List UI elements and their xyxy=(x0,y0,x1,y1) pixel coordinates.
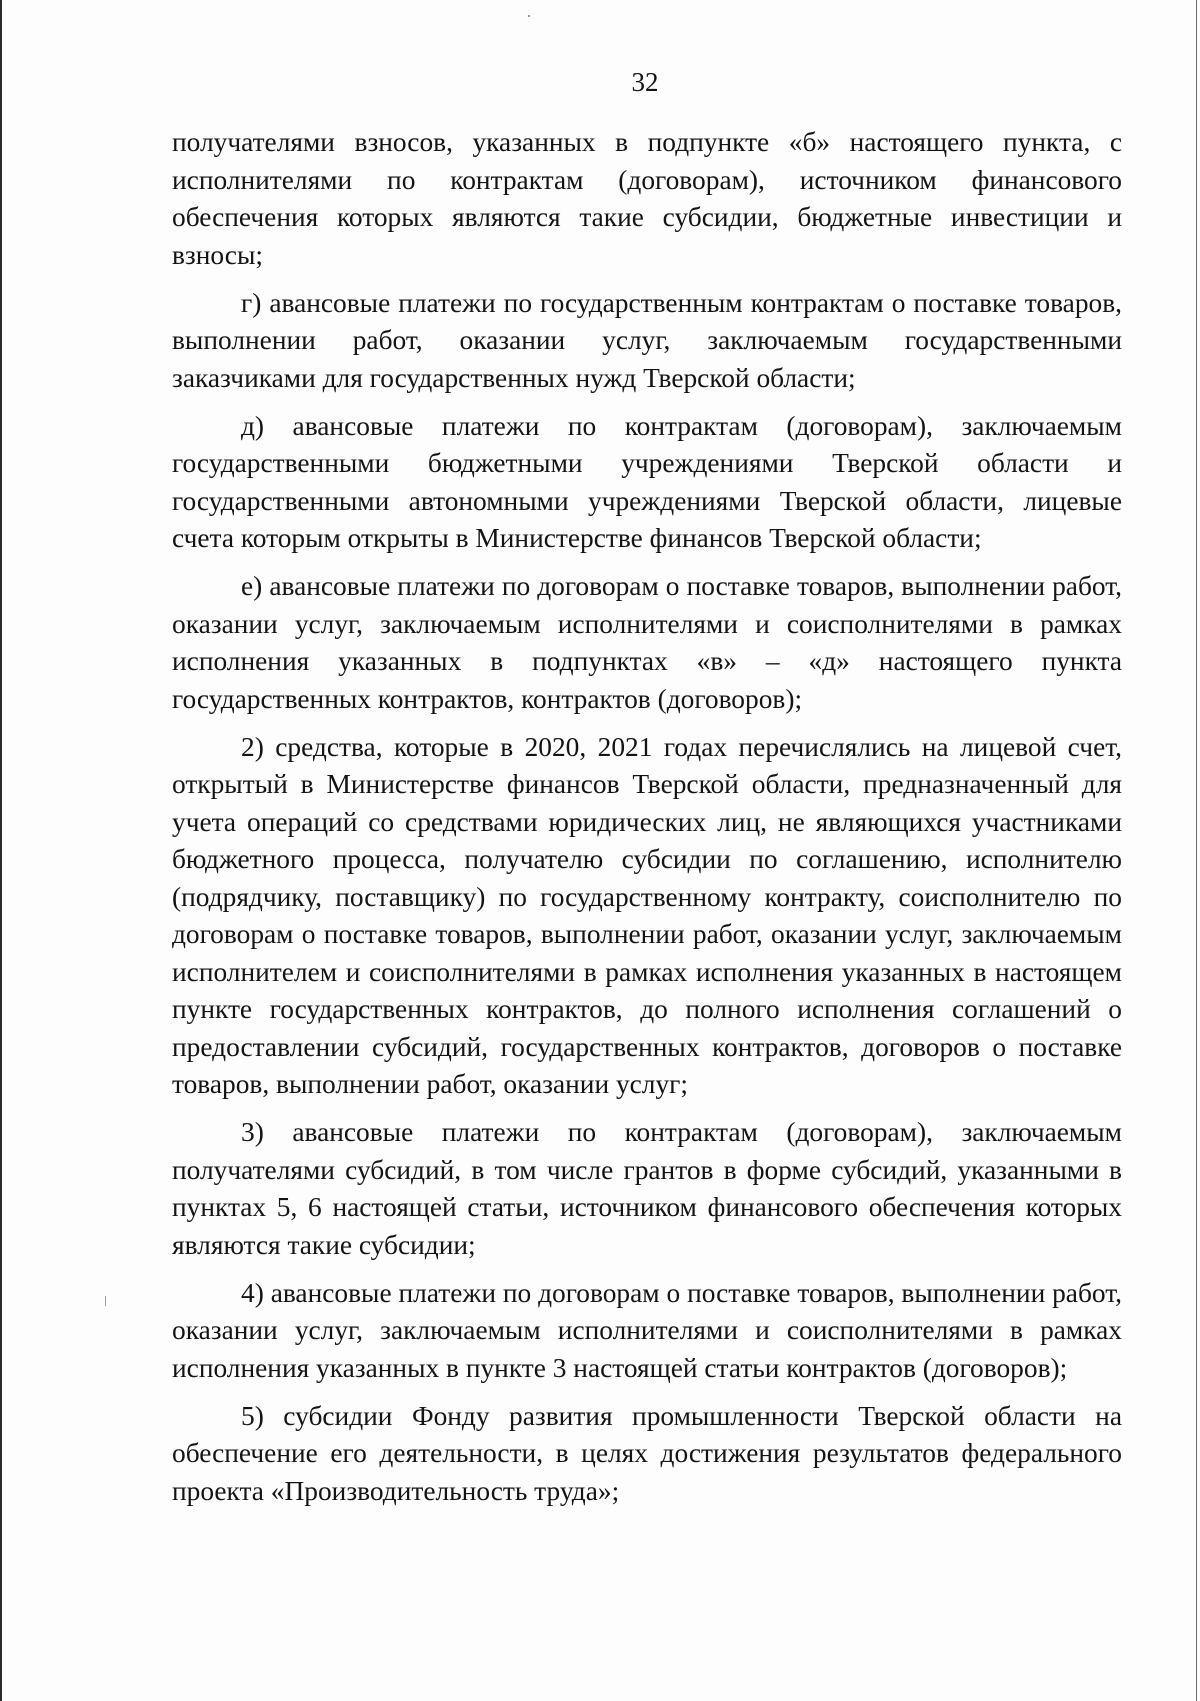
document-body xyxy=(172,124,1122,1521)
paragraph-continuation: получателями взносов, указанных в подпункте «б» настоящего пункта, с исполнителями по контрактам (договорам), источником финансового обеспечения которых являются такие субсидии, бюджетные инвестиции и взносы; xyxy=(172,127,1122,270)
paragraph-item-e: е) авансовые платежи по договорам о поставке товаров, выполнении работ, оказании услуг, заключаемым исполнителями и соисполнителями в рамках исполнения указанных в подпунктах «в» – «д» настоящего пункта государственных контрактов, контрактов (договоров); xyxy=(172,571,1122,714)
paragraph-item-3: 3) авансовые платежи по контрактам (договорам), заключаемым получателями субсидий, в том числе грантов в форме субсидий, указанными в пунктах 5, 6 настоящей статьи, источником финансового обеспечения которых являются такие субсидии; xyxy=(172,1117,1122,1260)
scan-right-edge xyxy=(1196,0,1197,1701)
scan-speck xyxy=(105,1296,106,1306)
paragraph-item-4: 4) авансовые платежи по договорам о поставке товаров, выполнении работ, оказании услуг, заключаемым исполнителями и соисполнителями в рамках исполнения указанных в пункте 3 настоящей статьи контрактов (договоров); xyxy=(172,1277,1122,1383)
scan-speck xyxy=(528,15,530,17)
paragraph-item-5: 5) субсидии Фонду развития промышленности Тверской области на обеспечение его деятельности, в целях достижения результатов федерального проекта «Производительность труда»; xyxy=(172,1400,1122,1506)
paragraph-item-2: 2) средства, которые в 2020, 2021 годах перечислялись на лицевой счет, открытый в Министерстве финансов Тверской области, предназначенный для учета операций со средствами юридических лиц, не являющихся участниками бюджетного процесса, получателю субсидии по соглашению, исполнителю (подрядчику, поставщику) по государственному контракту, соисполнителю по договорам о поставке товаров, выполнении работ, оказании услуг, заключаемым исполнителем и соисполнителями в рамках исполнения указанных в настоящем пункте государственных контрактов, до полного исполнения соглашений о предоставлении субсидий, государственных контрактов, договоров о поставке товаров, выполнении работ, оказании услуг; xyxy=(172,731,1122,1099)
scan-left-edge xyxy=(0,0,2,1701)
paragraph-item-d: д) авансовые платежи по контрактам (договорам), заключаемым государственными бюджетными учреждениями Тверской области и государственными автономными учреждениями Тверской области, лицевые счета которым открыты в Министерстве финансов Тверской области; xyxy=(172,410,1122,553)
page-number: 32 xyxy=(631,67,659,97)
paragraph-item-g: г) авансовые платежи по государственным контрактам о поставке товаров, выполнении работ, оказании услуг, заключаемым государственными заказчиками для государственных нужд Тверской области; xyxy=(172,287,1122,393)
